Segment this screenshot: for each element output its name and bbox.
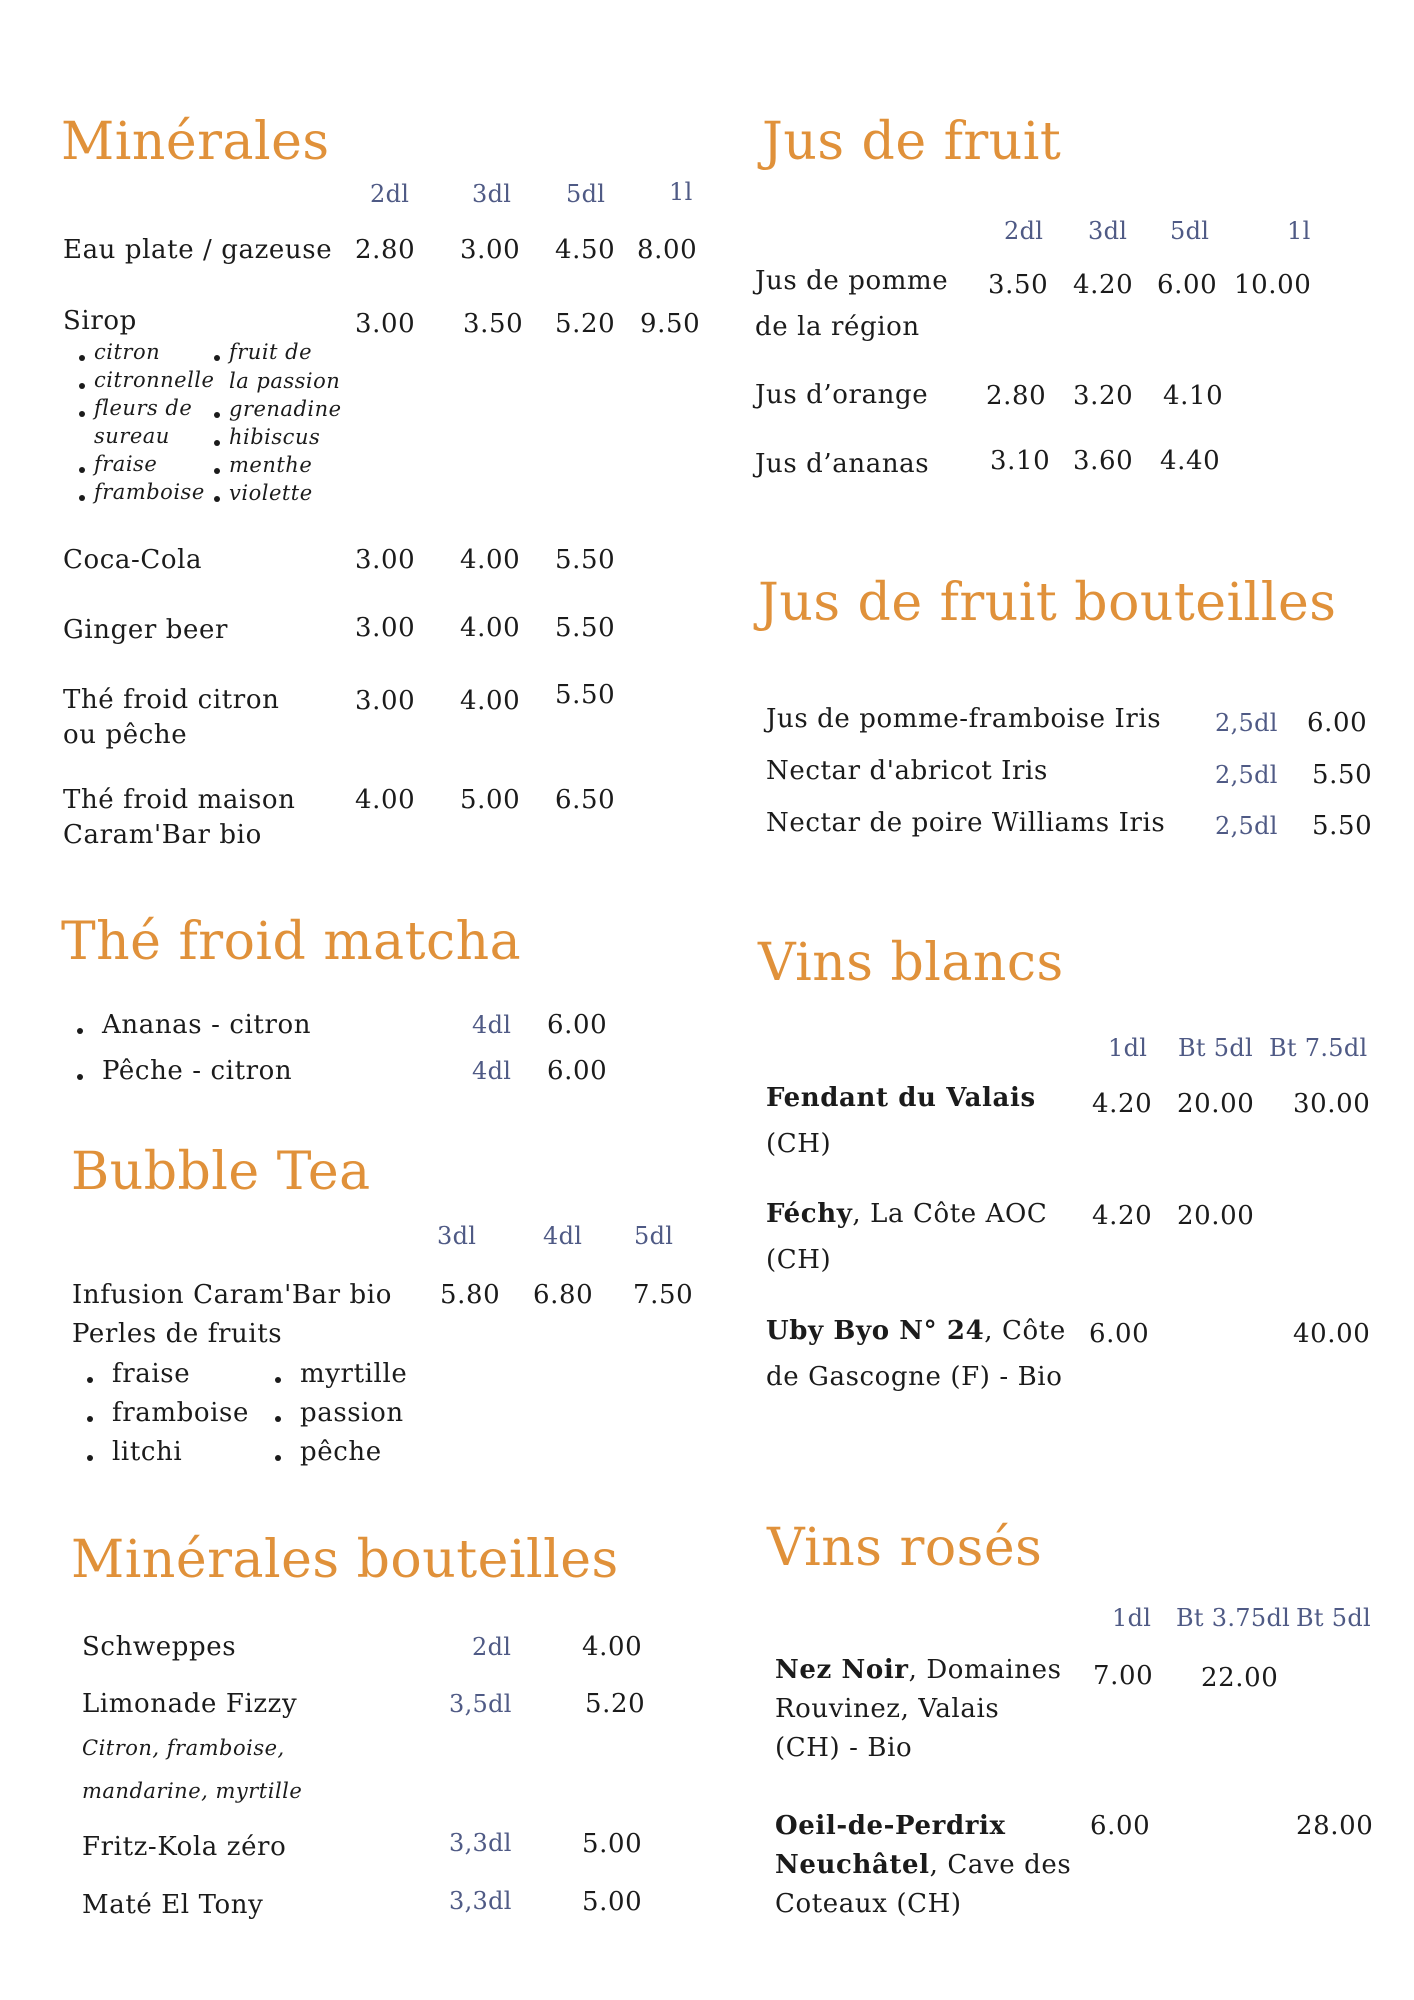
bullet [87, 1416, 93, 1422]
wine-origin: de Gascogne (F) - Bio [766, 1362, 1063, 1392]
bullet [79, 383, 85, 389]
price: 2.80 [355, 235, 416, 265]
price: 8.00 [637, 235, 698, 265]
price: 5.00 [582, 1829, 643, 1859]
price: 3.50 [463, 309, 524, 339]
price: 4.10 [1163, 381, 1224, 411]
item-name: Ananas - citron [102, 1010, 312, 1040]
wine-origin: (CH) [766, 1129, 832, 1159]
wine-name-rest: , Cave des [929, 1850, 1072, 1880]
size-bt75dl: Bt 7.5dl [1269, 1034, 1368, 1062]
wine-name [766, 1316, 1066, 1346]
size: 4dl [472, 1011, 512, 1039]
size-3dl: 3dl [472, 180, 512, 208]
price: 9.50 [640, 309, 701, 339]
price: 3.00 [355, 545, 416, 575]
size-1dl: 1dl [1112, 1604, 1152, 1632]
bullet [79, 495, 85, 501]
wine-name-rest: , La Côte AOC [852, 1199, 1048, 1229]
bullet [275, 1416, 281, 1422]
pearl: framboise [112, 1398, 249, 1428]
size-1l: 1l [1287, 217, 1311, 245]
flavor: fruit de [229, 340, 313, 364]
price: 20.00 [1177, 1089, 1255, 1119]
wine-name [775, 1811, 1006, 1841]
wine-name-bold: Neuchâtel [775, 1850, 930, 1880]
bullet [214, 412, 220, 418]
price: 3.50 [988, 270, 1049, 300]
flavor: menthe [229, 453, 313, 477]
item-name: Jus d’orange [755, 380, 929, 410]
section-title-vins-blancs: Vins blancs [758, 933, 1064, 993]
size: 2,5dl [1215, 761, 1278, 789]
item-note: mandarine, myrtille [82, 1779, 303, 1803]
section-title-jus-de-fruit: Jus de fruit [762, 112, 1062, 172]
price: 4.00 [460, 545, 521, 575]
size: 3,5dl [449, 1690, 512, 1718]
size-5dl: 5dl [566, 180, 606, 208]
price: 6.50 [555, 785, 616, 815]
section-title-bubble-tea: Bubble Tea [71, 1142, 371, 1202]
wine-name [766, 1199, 1047, 1229]
price: 4.40 [1160, 446, 1221, 476]
pearl: fraise [112, 1359, 191, 1389]
price: 4.00 [460, 613, 521, 643]
price: 4.20 [1073, 270, 1134, 300]
pearls-label: Perles de fruits [72, 1319, 283, 1349]
price: 3.00 [355, 309, 416, 339]
bullet [79, 411, 85, 417]
bullet [214, 355, 220, 361]
price: 10.00 [1234, 270, 1312, 300]
price: 5.00 [582, 1887, 643, 1917]
bullet [214, 468, 220, 474]
item-name: Schweppes [82, 1632, 237, 1662]
price: 40.00 [1293, 1319, 1371, 1349]
size: 2,5dl [1215, 709, 1278, 737]
wine-name-bold: Oeil-de-Perdrix [775, 1811, 1006, 1841]
price: 4.00 [582, 1632, 643, 1662]
item-name: Coca-Cola [63, 545, 203, 575]
price: 3.60 [1073, 446, 1134, 476]
price: 4.50 [555, 235, 616, 265]
price: 28.00 [1296, 1811, 1374, 1841]
item-note: Citron, framboise, [82, 1736, 285, 1760]
size-bt5dl: Bt 5dl [1296, 1604, 1372, 1632]
item-name: Thé froid maison [63, 785, 296, 815]
price: 6.80 [533, 1280, 594, 1310]
size-3dl: 3dl [1088, 217, 1128, 245]
pearl: myrtille [300, 1359, 408, 1389]
size-1l: 1l [669, 178, 693, 206]
item-name: Fritz-Kola zéro [82, 1832, 287, 1862]
wine-name-bold: Nez Noir [775, 1655, 909, 1685]
flavor: sureau [94, 424, 170, 448]
price: 5.50 [1312, 811, 1373, 841]
price: 3.00 [355, 613, 416, 643]
bullet [87, 1377, 93, 1383]
size-5dl: 5dl [634, 1222, 674, 1250]
wine-origin: (CH) - Bio [775, 1733, 913, 1763]
pearl: pêche [300, 1437, 382, 1467]
pearl: passion [300, 1398, 404, 1428]
item-name: de la région [755, 312, 920, 342]
price: 30.00 [1293, 1089, 1371, 1119]
wine-name [766, 1083, 1036, 1113]
price: 22.00 [1201, 1663, 1279, 1693]
wine-name-bold: Féchy [766, 1199, 853, 1229]
price: 6.00 [547, 1010, 608, 1040]
flavor: hibiscus [229, 425, 321, 449]
price: 4.00 [460, 686, 521, 716]
price: 4.20 [1092, 1201, 1153, 1231]
item-name: ou pêche [63, 720, 188, 750]
size-bt5dl: Bt 5dl [1178, 1034, 1254, 1062]
bullet [275, 1455, 281, 1461]
size: 2,5dl [1215, 812, 1278, 840]
item-name: Sirop [63, 306, 137, 336]
price: 4.00 [355, 785, 416, 815]
size: 2dl [472, 1633, 512, 1661]
section-title-minerales: Minérales [61, 112, 330, 172]
wine-origin: Rouvinez, Valais [775, 1694, 1000, 1724]
price: 5.80 [440, 1280, 501, 1310]
price: 5.20 [585, 1689, 646, 1719]
price: 4.20 [1092, 1089, 1153, 1119]
bullet [275, 1377, 281, 1383]
item-name: Jus de pomme [755, 266, 949, 296]
item-name: Nectar de poire Williams Iris [766, 808, 1166, 838]
price: 5.50 [555, 545, 616, 575]
flavor: grenadine [229, 397, 342, 421]
price: 6.00 [1089, 1319, 1150, 1349]
pearl: litchi [112, 1437, 183, 1467]
flavor: fleurs de [94, 396, 193, 420]
price: 3.20 [1073, 381, 1134, 411]
bullet [79, 467, 85, 473]
item-name: Thé froid citron [63, 685, 280, 715]
item-name: Maté El Tony [82, 1890, 264, 1920]
section-title-minerales-bouteilles: Minérales bouteilles [71, 1530, 619, 1590]
price: 2.80 [986, 381, 1047, 411]
item-name: Nectar d'abricot Iris [766, 756, 1048, 786]
bullet [77, 1028, 83, 1034]
item-name: Limonade Fizzy [82, 1689, 298, 1719]
item-name: Ginger beer [63, 615, 228, 645]
flavor: citronnelle [94, 368, 215, 392]
price: 6.00 [547, 1056, 608, 1086]
wine-name-rest: , Domaines [908, 1655, 1062, 1685]
wine-name-bold: Fendant du Valais [766, 1083, 1036, 1113]
wine-name [775, 1655, 1062, 1685]
size: 4dl [472, 1057, 512, 1085]
price: 7.00 [1093, 1661, 1154, 1691]
price: 5.50 [555, 613, 616, 643]
size-5dl: 5dl [1170, 217, 1210, 245]
section-title-vins-roses: Vins rosés [767, 1518, 1043, 1578]
price: 6.00 [1157, 270, 1218, 300]
size-2dl: 2dl [1004, 217, 1044, 245]
price: 5.20 [555, 309, 616, 339]
section-title-matcha: Thé froid matcha [61, 912, 522, 972]
item-name: Pêche - citron [102, 1056, 293, 1086]
price: 20.00 [1177, 1201, 1255, 1231]
bullet [79, 355, 85, 361]
item-name: Caram'Bar bio [63, 820, 262, 850]
price: 3.00 [355, 686, 416, 716]
flavor: framboise [94, 480, 205, 504]
bullet [214, 440, 220, 446]
item-name: Jus d’ananas [755, 449, 930, 479]
section-title-jus-de-fruit-bouteilles: Jus de fruit bouteilles [758, 573, 1337, 633]
item-name: Jus de pomme-framboise Iris [766, 704, 1162, 734]
size: 3,3dl [449, 1829, 512, 1857]
flavor: violette [229, 481, 313, 505]
flavor: fraise [94, 452, 158, 476]
price: 5.50 [555, 680, 616, 710]
bullet [87, 1455, 93, 1461]
item-name: Infusion Caram'Bar bio [72, 1280, 392, 1310]
price: 7.50 [633, 1280, 694, 1310]
size-3dl: 3dl [437, 1222, 477, 1250]
size: 3,3dl [449, 1887, 512, 1915]
price: 5.50 [1312, 760, 1373, 790]
price: 6.00 [1090, 1811, 1151, 1841]
bullet [214, 496, 220, 502]
size-bt375dl: Bt 3.75dl [1176, 1604, 1291, 1632]
wine-name [775, 1850, 1071, 1880]
size-4dl: 4dl [543, 1222, 583, 1250]
wine-origin: (CH) [766, 1245, 832, 1275]
bullet [77, 1074, 83, 1080]
price: 3.00 [460, 235, 521, 265]
flavor: citron [94, 340, 161, 364]
price: 5.00 [460, 785, 521, 815]
item-name: Eau plate / gazeuse [63, 235, 333, 265]
price: 3.10 [990, 446, 1051, 476]
flavor: la passion [229, 369, 341, 393]
wine-name-bold: Uby Byo N° 24 [766, 1316, 985, 1346]
size-1dl: 1dl [1108, 1034, 1148, 1062]
wine-name-rest: , Côte [984, 1316, 1066, 1346]
price: 6.00 [1307, 708, 1368, 738]
size-2dl: 2dl [370, 180, 410, 208]
wine-origin: Coteaux (CH) [775, 1889, 962, 1919]
